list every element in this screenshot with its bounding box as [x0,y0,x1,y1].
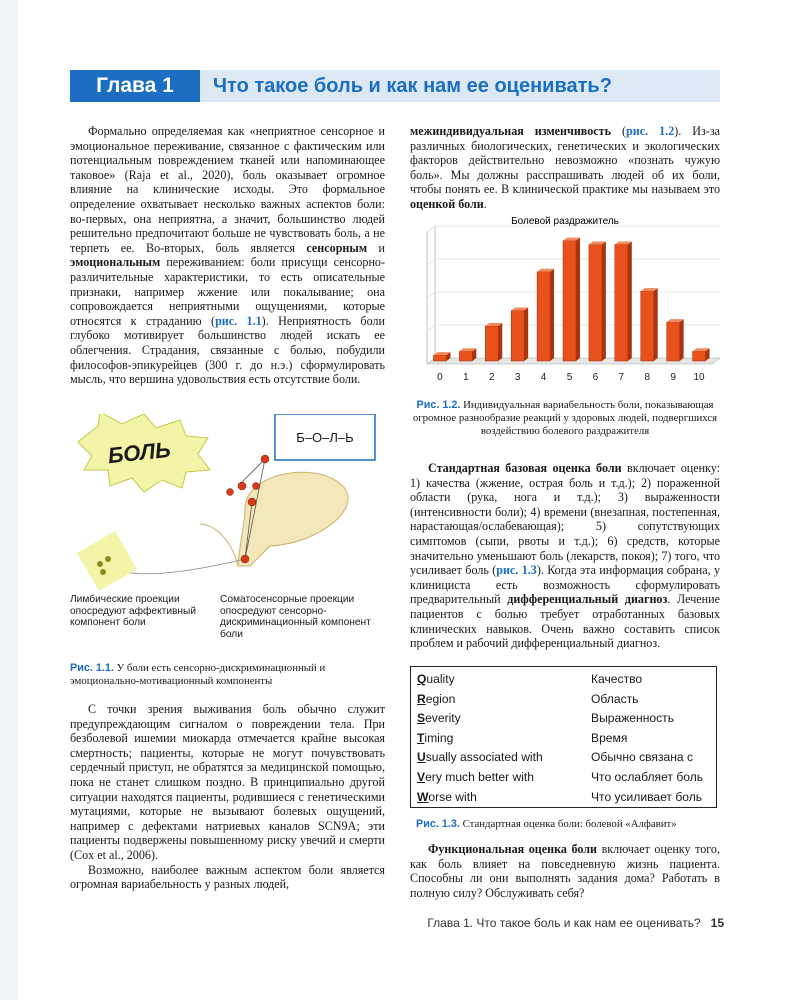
table-row [417,708,707,728]
figure-1-1 [70,414,385,659]
table-row [417,747,707,767]
initial-letter: T [417,730,425,745]
grid-line [427,226,435,232]
page-side-band [0,0,18,1000]
term-rest: orse with [428,789,477,804]
x-tick-label: 3 [514,372,521,383]
chart-title: Болевой раздражитель [511,216,619,227]
term-rest: egion [425,691,456,706]
chart-bar-side [602,242,606,361]
chapter-header [70,70,720,102]
limbic-label: Лимбические проекции опосредуют аффективный компонент боли [70,594,197,628]
neuron-marker [261,455,269,463]
chart-bar [589,245,602,361]
initial-letter: W [417,789,429,804]
term-rest: uality [426,672,455,686]
initial-letter: Q [417,672,427,686]
grid-line [427,259,435,265]
neuron-marker [105,556,111,562]
english-term [417,708,461,728]
term-rest: sually associated with [425,750,543,765]
figure-1-2 [405,214,725,394]
bold-term: эмоциональным [70,255,161,270]
text-run: ). Из-за различных биологических, генетических и экологических факторов действительно невозможно «познать чужую боль». Мы должны расспрашивать людей об их боли, чтобы понять ее. В клинической практике мы называем это [410,124,720,197]
chapter-number: Глава 1 [70,70,200,102]
table-row [417,669,707,689]
chart-bar [563,241,576,361]
somatosensory-label: Соматосенсорные проекции опосредуют сенсорно-дискриминационный компонент боли [220,594,371,640]
initial-letter: V [417,770,426,784]
term-rest: iming [424,730,454,745]
english-term [417,689,455,709]
caption-label: Рис. 1.2. [416,399,461,411]
bold-term: сенсорным [306,240,368,255]
pain-alphabet-table [410,666,717,808]
grid-line [427,292,435,298]
neuron-marker [97,561,103,567]
text-run: ). Когда эта информация собрана, у клинициста есть возможность сформулировать предварительный [410,563,720,607]
left-column-top [70,124,385,387]
neuron-marker [241,555,249,563]
text-run: . [483,196,487,211]
neuron-marker [248,498,256,506]
right-column-top [410,124,720,212]
russian-term: Что усиливает боль [591,789,703,804]
right-column-middle [410,461,720,651]
chart-bar-side [628,242,632,361]
text-run: . Лечение пациентов с болью требует отработанных базовых клинических навыков. Очень важно составить список проблем и рабочий дифференциальный диагноз. [410,592,720,651]
x-tick-label: 7 [618,372,625,383]
running-title: Глава 1. Что такое боль и как нам ее оценивать? [427,916,701,930]
right-column-bottom [410,842,720,900]
russian-term: Область [591,691,639,706]
chart-bar-side [498,323,502,361]
figure-1-1-caption [70,662,385,688]
bold-term: оценкой боли [410,196,484,211]
chart-bar-side [654,288,658,361]
grid-line [427,325,435,331]
table-row [417,767,707,787]
text-run: включает оценку того, как боль влияет на повседневную жизнь пациента. Способны ли они выполнять задания дома? Работать в полную силу? Обслуживать себя? [410,842,720,900]
term-rest: ery much better with [425,770,534,784]
initial-letter: R [417,691,426,706]
figure-reference-link[interactable]: рис. 1.2 [626,124,675,138]
figure-1-2-caption [410,399,720,438]
chart-bar-side [680,319,684,361]
paragraph [410,842,720,900]
bold-term: Стандартная базовая оценка боли [428,461,622,475]
chapter-title: Что такое боль и как нам ее оценивать? [213,75,612,97]
figure-reference-link[interactable]: рис. 1.3 [496,563,537,578]
cone-edge [200,524,238,566]
neuron-marker [227,489,234,496]
figure-reference-link[interactable]: рис. 1.1 [215,313,262,328]
paragraph [410,461,720,651]
paragraph: Возможно, наиболее важным аспектом боли является огромная вариабельность у разных людей, [70,862,385,892]
bold-term: Функциональная оценка боли [428,842,598,856]
russian-term: Обычно связана с [591,750,694,765]
term-rest: everity [425,711,461,726]
chart-bar [485,326,498,361]
x-tick-label: 0 [437,372,443,383]
chart-bar [459,351,472,361]
x-tick-label: 6 [592,372,599,383]
english-term [417,767,534,787]
text-run: и [367,240,385,255]
english-term [417,787,477,807]
page-number: 15 [710,916,724,930]
initial-letter: U [417,750,426,765]
chart-bar [537,272,550,361]
chart-bar-side [550,269,554,361]
chart-bar-side [524,308,528,361]
neuron-marker [238,482,246,490]
left-column-bottom [70,702,385,892]
page-footer [427,916,724,930]
english-term [417,747,543,767]
table-row [417,689,707,709]
paragraph: С точки зрения выживания боль обычно служит предупреждающим сигналом о повреждении тела. При безболевой ишемии миокарда отмечается крайне высокая смертность; пациенты, которые не могут почувствовать сердечный приступ, не обратятся за медицинской помощью, пока не станет слишком поздно. В принципиально другой ситуации находятся пациенты, родившиеся с генетическими мутациями, которые не вызывают болевых ощущений, например с дефектами натриевых каналов SCN9A; эти пациенты подвержены повышенному риску увечий и смерти (Cox et al., 2006). [70,702,385,862]
text-run: ). Неприятность боли глубоко мотивирует большинство людей искать ее облегчения. Страдания, связанные с болью, побудили философов-эпикурейцев (300 г. до н.э.) сформулировать мысль, что вершина удовольствия есть отсутствие боли. [70,313,385,387]
caption-text: Стандартная оценка боли: болевой «Алфавит» [462,818,677,830]
english-term [417,728,453,748]
x-tick-label: 4 [540,372,547,383]
bold-term: дифференциальный диагноз [507,592,668,607]
pathway-line [242,459,265,482]
neuron-marker [100,569,106,575]
chart-bar [615,245,628,361]
russian-term: Качество [591,672,643,686]
neuron-marker [253,483,260,490]
paragraph [70,124,385,387]
x-tick-label: 10 [693,372,705,383]
pain-word: БОЛЬ [106,436,172,469]
pain-letters-text: Б–О–Л–Ь [296,430,354,445]
chart-bar-side [576,238,580,361]
text-run: включает оценку: 1) качества (жжение, острая боль и т.д.); 2) пораженной области (рука, нога и т.д.); 3) выраженности (интенсивности боли); 4) времени (внезапная, постепенная, нарастающая/ослабевающая); 5) сопутствующих симптомов (сыпи, рвоты и т.д.); 6) средств, которые значительно уменьшают боль (лекарств, покоя); 7) того, что усиливает боль ( [410,461,721,578]
caption-text: У боли есть сенсорно-дискриминационный и эмоционально-мотивационный компоненты [70,662,326,687]
text-run: Формально определяемая как «неприятное сенсорное и эмоциональное переживание, связанное с фактическим или потенциальным повреждением тканей или напоминающее таковое» (Raja et al., 2020), боль оказывает огромное влияние на клинические исходы. Это формальное определение охватывает несколько важных аспектов боли: во-первых, она неприятна, а значит, большинство людей решительно предпочитают больше не чувствовать боль, а не терпеть ее. Во-вторых, боль является [70,124,385,255]
text-run: ( [611,124,627,138]
bold-term: межиндивидуальная изменчивость [410,124,612,138]
english-term [417,669,455,689]
russian-term: Что ослабляет боль [591,770,704,784]
paragraph [410,124,720,212]
table-row [417,787,707,807]
russian-term: Время [591,730,628,745]
x-tick-label: 2 [488,372,495,383]
figure-1-3-caption [416,818,726,831]
x-tick-label: 8 [644,372,651,383]
initial-letter: S [417,711,426,726]
russian-term: Выраженность [591,711,674,726]
caption-label: Рис. 1.3. [416,818,460,830]
chart-bar [693,351,706,361]
text-run: переживанием: боли присущи сенсорно-различительные характеристики, то есть описательные признаки, например жжение или покалывание; она сопровождается неприятными ощущениями, которые относятся к страданию ( [70,255,385,328]
caption-text: Индивидуальная вариабельность боли, показывающая огромное разнообразие реакций у здоровых людей, подвергшихся воздействию болевого раздражителя [412,399,718,437]
table-row [417,728,707,748]
chart-bar [667,322,680,361]
chart-bar [641,291,654,361]
x-tick-label: 5 [566,372,573,383]
chart-bar [433,355,446,361]
chart-bar [511,311,524,361]
caption-label: Рис. 1.1. [70,662,114,674]
pain-variability-chart [405,214,725,394]
x-tick-label: 9 [670,372,676,383]
x-tick-label: 1 [463,372,469,383]
